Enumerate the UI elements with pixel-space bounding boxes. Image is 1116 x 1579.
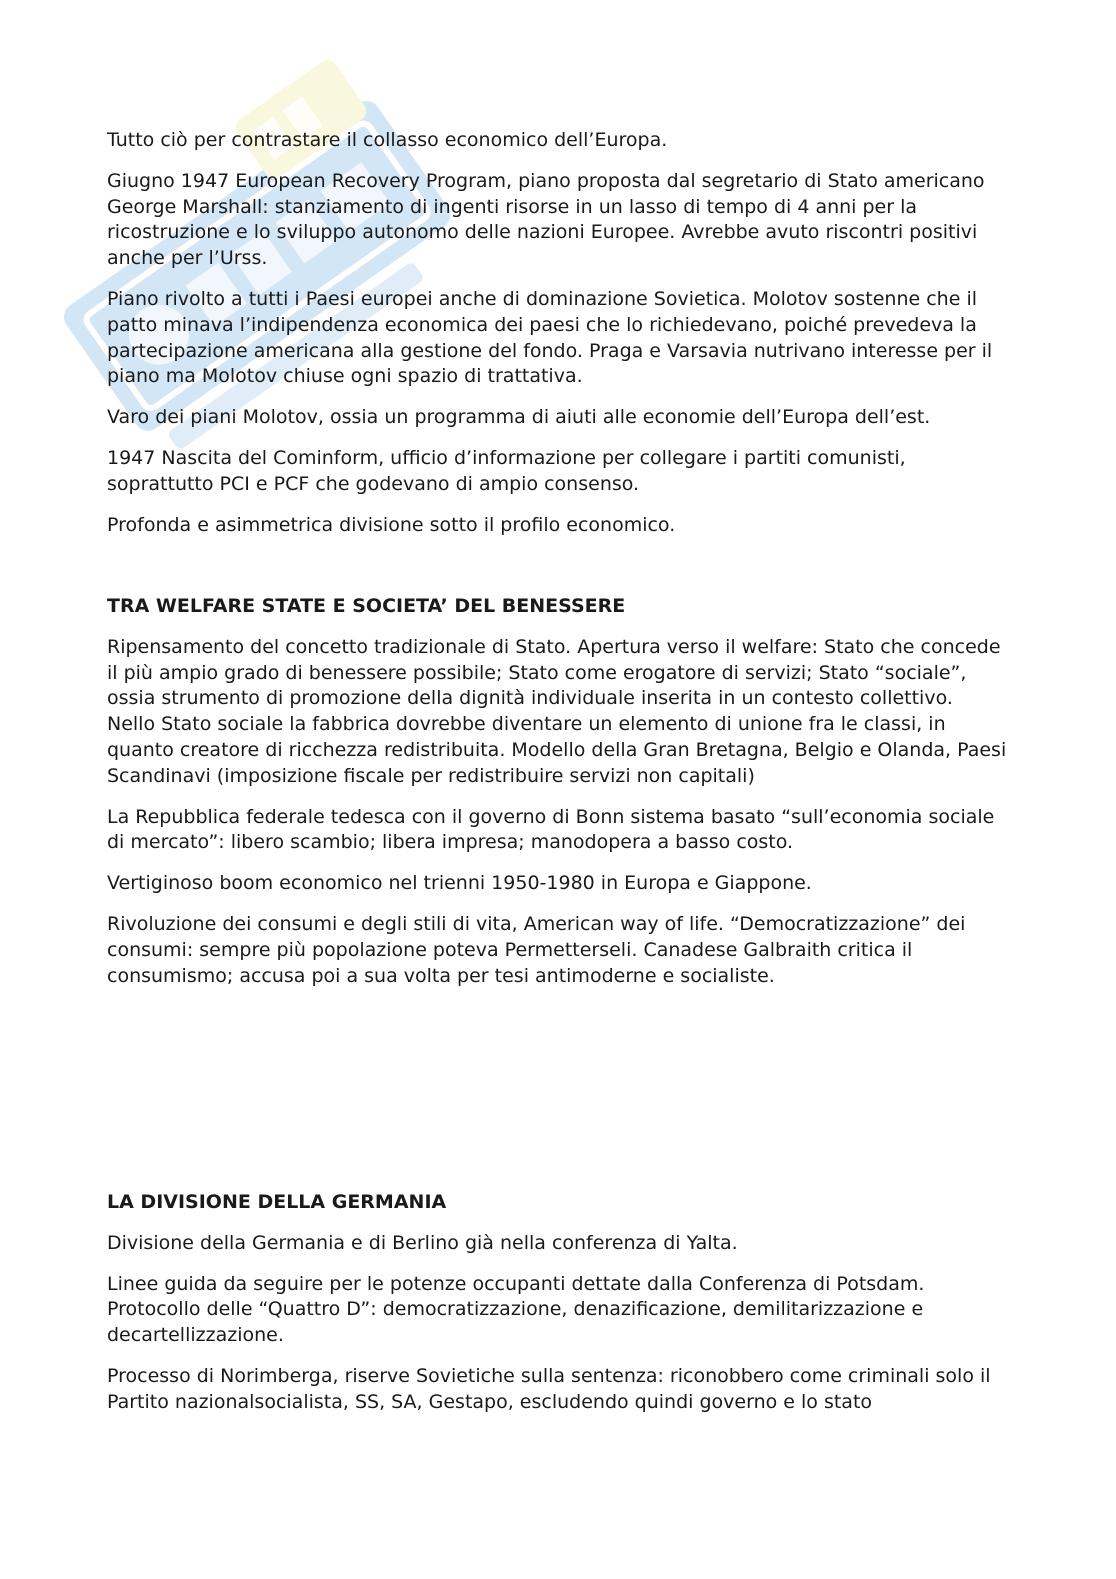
paragraph: La Repubblica federale tedesca con il governo di Bonn sistema basato “sull’economia sociale di mercato”: libero scambio; libera impresa; manodopera a basso costo.	[107, 805, 995, 854]
paragraph: Tutto ciò per contrastare il collasso economico dell’Europa.	[107, 129, 668, 151]
section-heading: TRA WELFARE STATE E SOCIETA’ DEL BENESSERE	[107, 595, 626, 617]
paragraph: Linee guida da seguire per le potenze occupanti dettate dalla Conferenza di Potsdam. Protocollo delle “Quattro D”: democratizzazione, denazificazione, demilitarizzazione e decartellizzazione.	[107, 1272, 925, 1347]
section-welfare-state	[107, 594, 1007, 1004]
paragraph: Varo dei piani Molotov, ossia un programma di aiuti alle economie dell’Europa dell’est.	[107, 406, 931, 429]
paragraph: Ripensamento del concetto tradizionale di Stato. Apertura verso il welfare: Stato che concede il più ampio grado di benessere possibile; Stato come erogatore di servizi; Stato “sociale”, ossia strumento di promozione della dignità individuale inserita in un contesto collettivo. Nello Stato sociale la fabbrica dovrebbe diventare un elemento di unione fra le classi, in quanto creatore di ricchezza redistribuita. Modello della Gran Bretagna, Belgio e Olanda, Paesi Scandinavi (imposizione fiscale per redistribuire servizi non capitali)	[107, 635, 1007, 787]
paragraph: Processo di Norimberga, riserve Sovietiche sulla sentenza: riconobbero come criminali solo il Partito nazionalsocialista, SS, SA, Gestapo, escludendo quindi governo e lo stato	[107, 1364, 991, 1413]
paragraph: Piano rivolto a tutti i Paesi europei anche di dominazione Sovietica. Molotov sostenne che il patto minava l’indipendenza economica dei paesi che lo richiedevano, poiché prevedeva la partecipazione americana alla gestione del fondo. Praga e Varsavia nutrivano interesse per il piano ma Molotov chiuse ogni spazio di trattativa.	[107, 287, 993, 388]
section-heading: LA DIVISIONE DELLA GERMANIA	[107, 1191, 447, 1213]
paragraph: Giugno 1947 European Recovery Program, piano proposta dal segretario di Stato americano George Marshall: stanziamento di ingenti risorse in un lasso di tempo di 4 anni per la ricostruzione e lo sviluppo autonomo delle nazioni Europee. Avrebbe avuto riscontri positivi anche per l’Urss.	[107, 169, 985, 270]
paragraph: Profonda e asimmetrica divisione sotto il profilo economico.	[107, 513, 676, 536]
paragraph: 1947 Nascita del Cominform, ufficio d’informazione per collegare i partiti comunisti, soprattutto PCI e PCF che godevano di ampio consenso.	[107, 446, 906, 495]
paragraph: Divisione della Germania e di Berlino già nella conferenza di Yalta.	[107, 1231, 738, 1254]
section-germany-division	[107, 1190, 1007, 1431]
paragraph: Vertiginoso boom economico nel trienni 1950-1980 in Europa e Giappone.	[107, 872, 812, 895]
section-intro	[107, 128, 1007, 553]
paragraph: Rivoluzione dei consumi e degli stili di vita, American way of life. “Democratizzazione” dei consumi: sempre più popolazione poteva Permetterseli. Canadese Galbraith critica il consumismo; accusa poi a sua volta per tesi antimoderne e socialiste.	[107, 912, 966, 987]
